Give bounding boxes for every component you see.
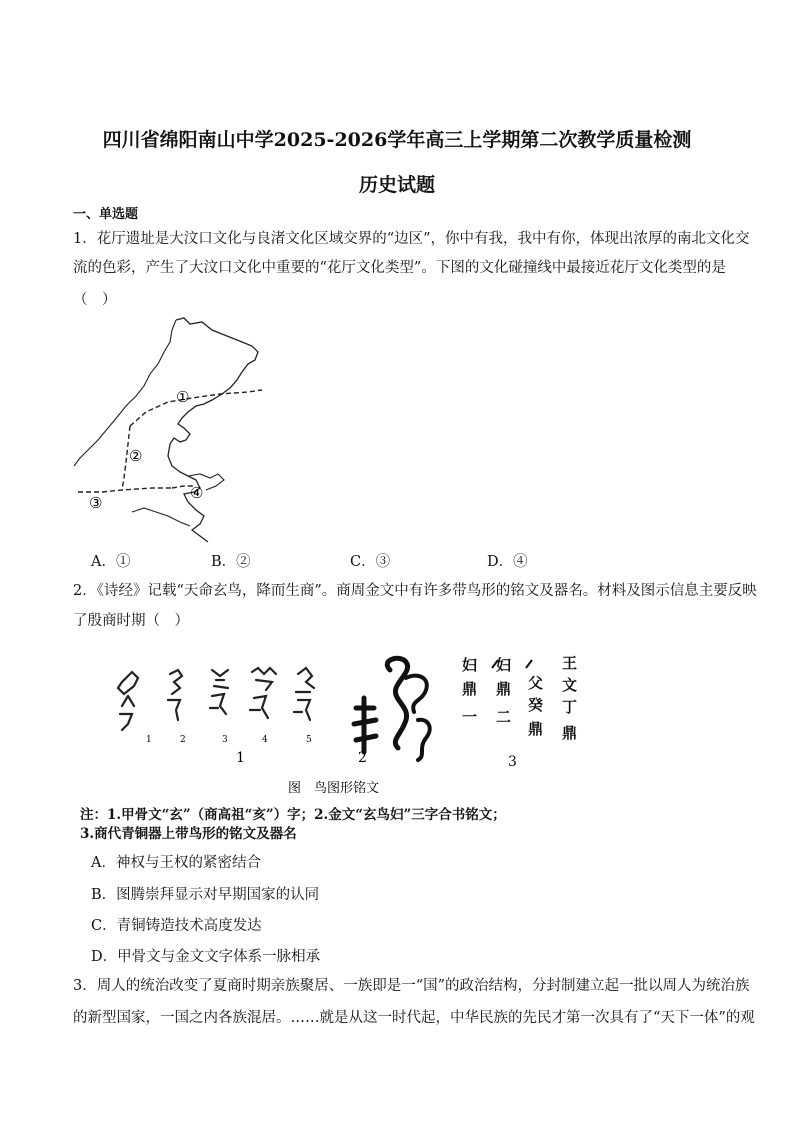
map-marker: ④ — [190, 484, 204, 502]
bird-glyph — [118, 672, 138, 730]
option-a[interactable]: A．① — [91, 554, 131, 570]
map-marker: ② — [129, 447, 143, 465]
group-label: 1 — [236, 750, 245, 766]
inscription-char: 王 — [562, 654, 578, 672]
option-d[interactable]: D．④ — [487, 554, 528, 570]
glyph-group-2 — [354, 658, 430, 760]
option-d[interactable]: D．甲骨文与金文文字体系一脉相承 — [91, 949, 321, 965]
inscription-char: 一 — [462, 708, 478, 726]
question-text-line: （ ） — [73, 292, 117, 308]
map-marker: ① — [176, 388, 190, 406]
bird-glyph — [210, 670, 228, 714]
group-label: 3 — [508, 754, 517, 770]
map-marker: ③ — [89, 494, 103, 512]
figure-note-line: 注：1.甲骨文“玄”（商高祖“亥”）字；2.金文“玄鸟妇”三字合书铭文； — [80, 807, 506, 823]
group-label: 2 — [358, 750, 367, 766]
glyph-group-3 — [462, 654, 577, 742]
option-a[interactable]: A．神权与王权的紧密结合 — [91, 855, 261, 871]
question-text-line: 2．《诗经》记载“天命玄鸟，降而生商”。商周金文中有许多带鸟形的铭文及器名。材料及图示信息主要反映 — [73, 583, 757, 599]
question-text-line: 1．花厅遗址是大汶口文化与良渚文化区域交界的“边区”，你中有我，我中有你，体现出浓厚的南北文化交 — [73, 231, 750, 247]
bird-glyph — [294, 668, 314, 720]
glyph-number: 3 — [222, 735, 228, 745]
option-c[interactable]: C．青铜铸造技术高度发达 — [91, 918, 262, 934]
question-text-line: 的新型国家，一国之内各族混居。……就是从这一时代起，中华民族的先民才第一次具有了“天下一体”的观 — [73, 1010, 755, 1026]
section-label: 一、单选题 — [73, 207, 139, 222]
option-c[interactable]: C．③ — [350, 554, 391, 570]
inscription-char: 文 — [562, 676, 578, 694]
culture-line-1 — [130, 390, 262, 426]
figure-caption: 图 鸟图形铭文 — [288, 781, 380, 796]
inscription-char: 妇 — [462, 656, 478, 674]
map-south-coast — [132, 508, 190, 526]
option-b[interactable]: B．图腾崇拜显示对早期国家的认同 — [91, 887, 320, 903]
culture-line-3 — [78, 488, 172, 492]
bird-inscription-figure — [100, 648, 600, 798]
subject-title: 历史试题 — [358, 174, 435, 196]
inscription-char: 鼎 — [562, 724, 578, 742]
glyph-number: 5 — [306, 735, 312, 745]
glyph-number: 4 — [262, 735, 268, 745]
question-text-line: 流的色彩，产生了大汶口文化中重要的“花厅文化类型”。下图的文化碰撞线中最接近花厅文化类型的是 — [73, 260, 726, 276]
inscription-char: 父 — [528, 674, 544, 692]
option-b[interactable]: B．② — [211, 554, 251, 570]
figure-note-line: 3.商代青铜器上带鸟形的铭文及器名 — [80, 826, 297, 842]
exam-title: 四川省绵阳南山中学2025-2026学年高三上学期第二次教学质量检测 — [102, 129, 692, 151]
map-inland-border — [74, 320, 176, 466]
glyph-number: 2 — [180, 735, 186, 745]
inscription-char: 鼎 — [528, 720, 544, 738]
inscription-char: 丁 — [562, 698, 578, 716]
inscription-char: 鼎 — [462, 680, 478, 698]
bird-glyph — [168, 670, 182, 720]
inscription-char: 妇 — [496, 656, 512, 674]
question-text-line: 3．周人的统治改变了夏商时期亲族聚居、一族即是一“国”的政治结构，分封制建立起一批以周人为统治族 — [73, 978, 750, 994]
bird-glyph — [250, 668, 276, 718]
map-coastline — [168, 318, 258, 542]
inscription-char: 二 — [496, 708, 512, 726]
glyph-group-1 — [118, 668, 314, 730]
glyph-number: 1 — [146, 735, 152, 745]
inscription-char: 鼎 — [496, 680, 512, 698]
question-text-line: 了殷商时期（ ） — [73, 613, 189, 629]
map-figure — [72, 316, 272, 544]
inscription-char: 癸 — [528, 696, 544, 714]
